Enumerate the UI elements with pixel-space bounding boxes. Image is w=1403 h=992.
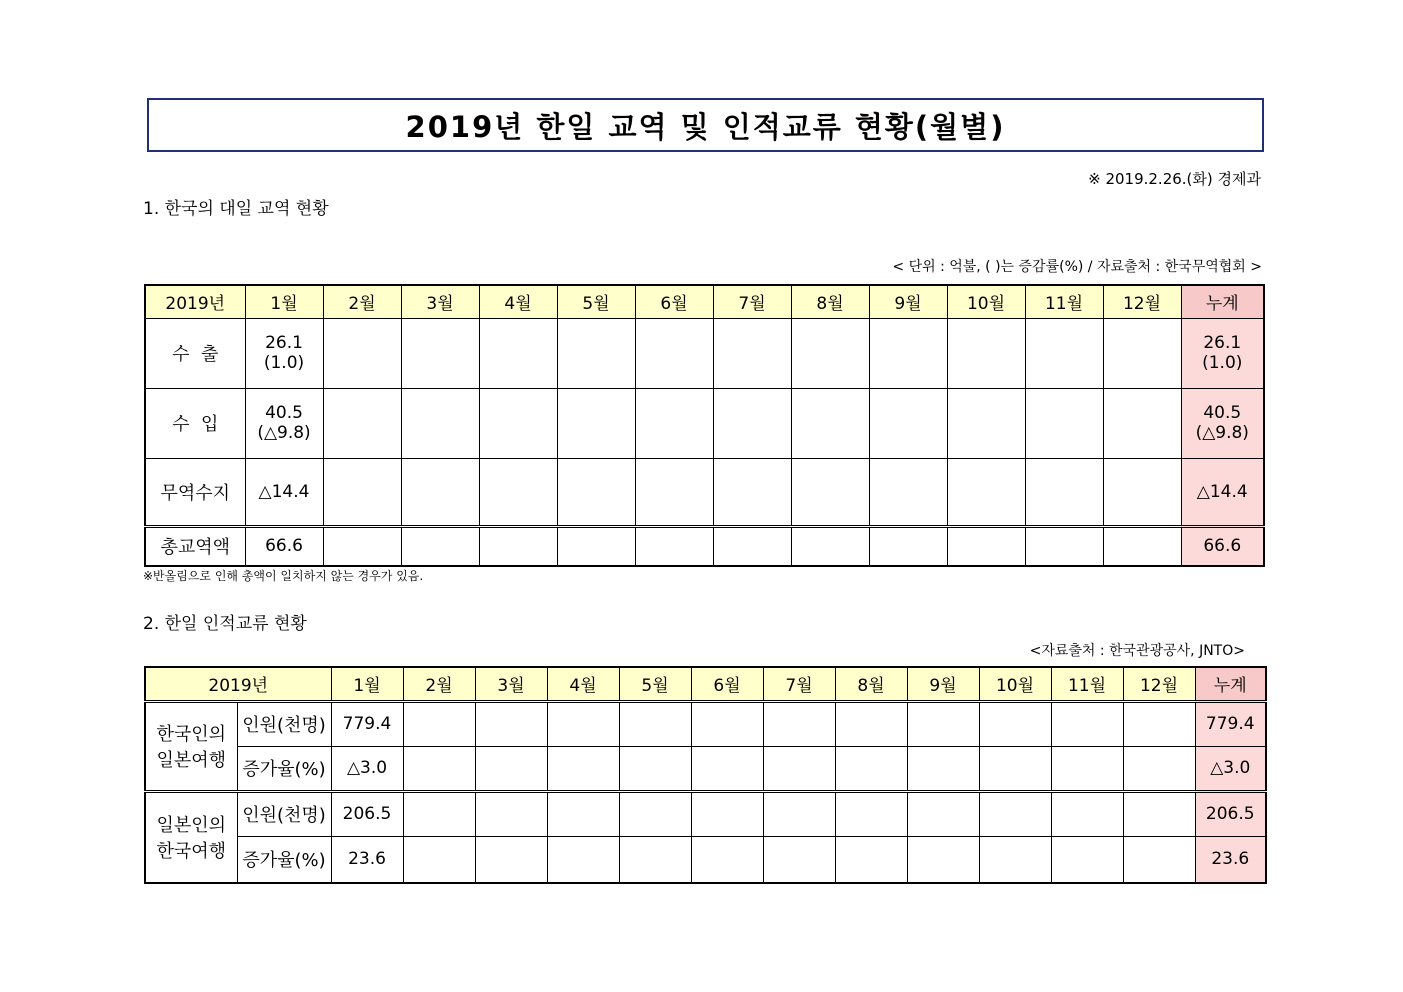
row-label-visitors: 인원(천명) <box>237 791 331 836</box>
cell-jan <box>245 388 323 458</box>
header-month: 12월 <box>1123 667 1195 701</box>
header-month: 3월 <box>401 285 479 318</box>
table-row <box>145 791 1266 836</box>
exchange-header-row <box>145 667 1266 701</box>
trade-table <box>144 284 1265 567</box>
section2-heading: 2. 한일 인적교류 현황 <box>143 614 307 634</box>
row-label-total-trade: 총교역액 <box>145 526 245 566</box>
exchange-table <box>144 666 1267 884</box>
rate: (1.0) <box>263 353 305 373</box>
section2-source-note: <자료출처 : 한국관광공사, JNTO> <box>1029 643 1245 659</box>
trade-header-row <box>145 285 1264 318</box>
date-note: ※ 2019.2.26.(화) 경제과 <box>1088 170 1261 188</box>
cell-total <box>1181 318 1264 388</box>
group-label-line1: 한국인의 <box>156 724 227 745</box>
header-month: 7월 <box>763 667 835 701</box>
header-month: 6월 <box>635 285 713 318</box>
header-month: 12월 <box>1103 285 1181 318</box>
table-row <box>145 701 1266 746</box>
row-label-growth-rate: 증가율(%) <box>237 836 331 883</box>
group-label-line2: 일본여행 <box>156 750 227 771</box>
header-month: 11월 <box>1051 667 1123 701</box>
header-month: 9월 <box>907 667 979 701</box>
rate: (△9.8) <box>1195 423 1249 443</box>
header-month: 5월 <box>619 667 691 701</box>
value: 40.5 <box>1203 403 1242 423</box>
value: 26.1 <box>265 333 303 353</box>
table-row <box>145 318 1264 388</box>
header-month: 7월 <box>713 285 791 318</box>
group-label-japanese-to-korea <box>145 791 237 883</box>
header-month: 11월 <box>1025 285 1103 318</box>
cell-total: △14.4 <box>1181 458 1264 526</box>
header-month: 8월 <box>791 285 869 318</box>
cell-total: 23.6 <box>1195 836 1266 883</box>
header-month: 2월 <box>323 285 401 318</box>
row-label-export: 수 출 <box>145 318 245 388</box>
cell-total: 779.4 <box>1195 701 1266 746</box>
rate: (△9.8) <box>257 423 311 443</box>
header-year: 2019년 <box>145 285 245 318</box>
table-row <box>145 526 1264 566</box>
row-label-visitors: 인원(천명) <box>237 701 331 746</box>
group-label-line1: 일본인의 <box>156 815 227 837</box>
header-year: 2019년 <box>145 667 331 701</box>
header-total: 누계 <box>1195 667 1266 701</box>
header-month: 9월 <box>869 285 947 318</box>
table-row <box>145 388 1264 458</box>
cell-jan: 779.4 <box>331 701 403 746</box>
cell-total: △3.0 <box>1195 746 1266 791</box>
row-label-import: 수 입 <box>145 388 245 458</box>
header-month: 5월 <box>557 285 635 318</box>
group-label-line2: 한국여행 <box>156 841 227 863</box>
header-month: 4월 <box>479 285 557 318</box>
cell-total <box>1181 388 1264 458</box>
header-month: 2월 <box>403 667 475 701</box>
rate: (1.0) <box>1202 353 1243 373</box>
value: 40.5 <box>265 403 303 423</box>
header-month: 10월 <box>979 667 1051 701</box>
cell-jan: 23.6 <box>331 836 403 883</box>
cell-jan: 66.6 <box>245 526 323 566</box>
header-month: 3월 <box>475 667 547 701</box>
cell-jan <box>245 318 323 388</box>
header-total: 누계 <box>1181 285 1264 318</box>
header-month: 6월 <box>691 667 763 701</box>
table-row <box>145 458 1264 526</box>
value: 26.1 <box>1203 333 1242 353</box>
section1-heading: 1. 한국의 대일 교역 현황 <box>143 199 329 219</box>
page-title: 2019년 한일 교역 및 인적교류 현황(월별) <box>147 98 1264 152</box>
section1-unit-note: < 단위 : 억불, ( )는 증감률(%) / 자료출처 : 한국무역협회 > <box>892 259 1262 275</box>
cell-total: 206.5 <box>1195 791 1266 836</box>
group-label-korean-to-japan <box>145 701 237 791</box>
header-month: 1월 <box>331 667 403 701</box>
table-row <box>145 746 1266 791</box>
header-month: 10월 <box>947 285 1025 318</box>
header-month: 8월 <box>835 667 907 701</box>
header-month: 1월 <box>245 285 323 318</box>
header-month: 4월 <box>547 667 619 701</box>
cell-jan: 206.5 <box>331 791 403 836</box>
cell-jan: △14.4 <box>245 458 323 526</box>
cell-total: 66.6 <box>1181 526 1264 566</box>
section1-footnote: ※반올림으로 인해 총액이 일치하지 않는 경우가 있음. <box>143 569 424 583</box>
cell-jan: △3.0 <box>331 746 403 791</box>
row-label-balance: 무역수지 <box>145 458 245 526</box>
table-row <box>145 836 1266 883</box>
row-label-growth-rate: 증가율(%) <box>237 746 331 791</box>
